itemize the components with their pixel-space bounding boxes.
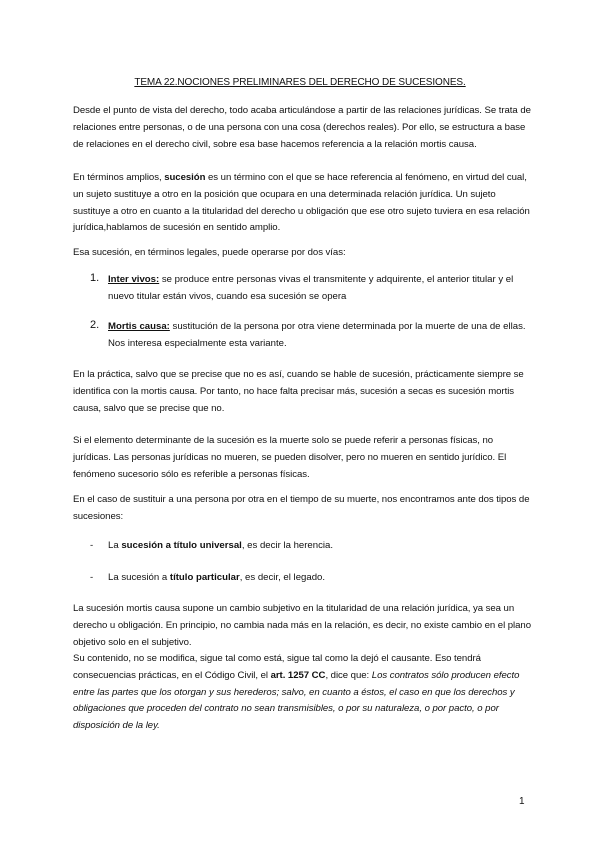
list-item-mortis-causa: Mortis causa: sustitución de la persona por otra viene determinada por la muerte de una de ellas. Nos interesa especialmente esta variante. — [108, 321, 526, 349]
page-number: 1 — [519, 796, 525, 807]
vias-paragraph: Esa sucesión, en términos legales, puede operarse por dos vías: — [73, 247, 346, 258]
types-paragraph: En el caso de sustituir a una persona por otra en el tiempo de su muerte, nos encontramos ante dos tipos de sucesiones: — [73, 494, 530, 522]
dash-marker: - — [90, 572, 94, 583]
intro-paragraph: Desde el punto de vista del derecho, todo acaba articulándose a partir de las relaciones jurídicas. Se trata de relaciones entre personas, o de una persona con una cosa (derechos reales). Por ello, se estructura a base de relaciones en el derecho civil, sobre esa base hacemos referencia a la relación mortis causa. — [73, 105, 531, 150]
list-term: Mortis causa: — [108, 321, 170, 332]
list-term: Inter vivos: — [108, 274, 160, 285]
list-number: 2. — [90, 319, 100, 331]
dash-marker: - — [90, 540, 94, 551]
article-quote: Los contratos sólo producen efecto entre las partes que los otorgan y sus herederos; salvo, en cuanto a éstos, el caso en que los derechos y obligaciones que proceden del contrato no sean transmisibles, o por su naturaleza, o por pacto, o por disposición de la ley. — [73, 669, 520, 732]
article-reference: art. 1257 CC — [270, 669, 326, 681]
persons-paragraph: Si el elemento determinante de la sucesión es la muerte solo se puede referir a personas físicas, no jurídicas. Las personas jurídicas no mueren, se pueden disolver, pero no mueren en sentido jurídico. El fenómeno sucesorio sólo es referible a personas físicas. — [73, 435, 507, 480]
list-item-inter-vivos: Inter vivos: se produce entre personas vivas el transmitente y adquirente, el anterior titular y el nuevo titular están vivos, cuando esa sucesión se opera — [108, 274, 514, 302]
dash-item-universal: La sucesión a título universal, es decir la herencia. — [108, 540, 334, 551]
definition-paragraph: En términos amplios, sucesión es un término con el que se hace referencia al fenómeno, en virtud del cual, un sujeto sustituye a otro en la posición que ocupara en una determinada relación jurídica. Un sujeto sustituye a otro en cuanto a la titularidad del derecho u obligación que ese otro sujeto tuviera en esa relación jurídica,hablamos de sucesión en sentido amplio. — [73, 172, 530, 234]
practice-paragraph: En la práctica, salvo que se precise que no es así, cuando se hable de sucesión, prácticamente siempre se identifica con la mortis causa. Por tanto, no hace falta precisar más, sucesión a secas es sucesión mortis causa, salvo que se precise que no. — [73, 369, 524, 414]
page-title: TEMA 22.NOCIONES PRELIMINARES DEL DERECHO DE SUCESIONES. — [134, 77, 466, 88]
term-sucesion: sucesión — [164, 172, 206, 183]
dash-item-particular: La sucesión a título particular, es decir, el legado. — [108, 572, 326, 583]
content-paragraph: Su contenido, no se modifica, sigue tal como está, sigue tal como la dejó el causante. Eso tendrá consecuencias prácticas, en el Código Civil, el art. 1257 CC, dice que: Los contratos sólo producen efecto entre las partes que los otorgan y sus herederos; salvo, en cuanto a éstos, el caso en que los derechos y obligaciones que proceden del contrato no sean transmisibles, o por su naturaleza, o por pacto, o por disposición de la ley. — [73, 653, 520, 732]
list-number: 1. — [90, 272, 100, 284]
subjective-change-paragraph: La sucesión mortis causa supone un cambio subjetivo en la titularidad de una relación jurídica, ya sea un derecho u obligación. En principio, no cambia nada más en la relación, es decir, no existe cambio en el plano objetivo solo en el subjetivo. — [73, 603, 531, 648]
